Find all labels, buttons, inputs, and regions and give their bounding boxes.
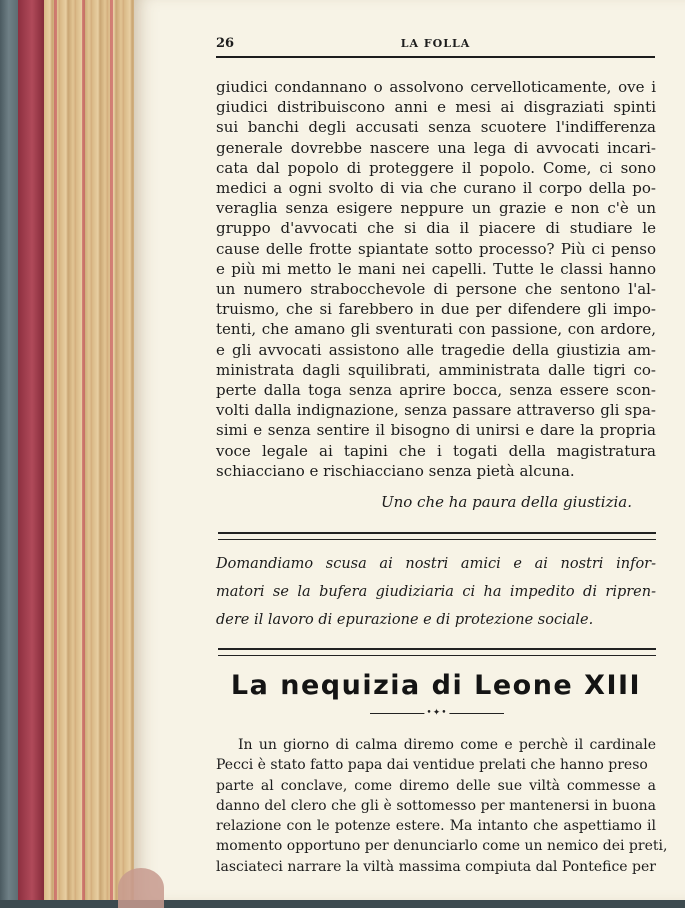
text-line: cause delle frotte spiantate sotto processo? Più ci penso	[216, 239, 656, 258]
notice-line: Domandiamo scusa ai nostri amici e ai nostri infor-	[216, 556, 656, 572]
text-line: simi e senza sentire il bisogno di unirsi e dare la propria	[216, 421, 656, 440]
text-line: gruppo d'avvocati che si dia il piacere di studiare le	[216, 219, 656, 238]
article-heading: La nequizia di Leone XIII	[230, 670, 642, 701]
running-header	[216, 34, 655, 58]
text-line: tenti, che amano gli sventurati con passione, con ardore,	[216, 320, 656, 339]
page-edge-line	[110, 0, 113, 900]
text-line: e più mi metto le mani nei capelli. Tutte le classi hanno	[216, 259, 656, 278]
notice-line: dere il lavoro di epurazione e di protezione sociale.	[216, 612, 594, 628]
text-line: voce legale ai tapini che i togati della magistratura	[216, 441, 656, 460]
running-title: LA FOLLA	[400, 37, 471, 50]
text-line: e gli avvocati assistono alle tragedie della giustizia am-	[216, 340, 656, 359]
text-line: cata dal popolo di proteggere il popolo. Come, ci sono	[216, 158, 656, 177]
text-line: un numero strabocchevole di persone che sentono l'al-	[216, 280, 656, 299]
article-line: Pecci è stato fatto papa dai ventidue prelati che hanno preso	[216, 757, 648, 774]
article-line: relazione con le potenze estere. Ma intanto che aspettiamo il	[216, 818, 656, 835]
article-line: parte al conclave, come diremo delle sue viltà commesse a	[216, 777, 656, 794]
signature: Uno che ha paura della giustizia.	[380, 493, 632, 511]
text-line: medici a ogni svolto di via che curano il corpo della po-	[216, 179, 656, 198]
text-line: generale dovrebbe nascere una lega di avvocati incari-	[216, 138, 656, 157]
page-stack-edges	[44, 0, 136, 900]
text-line: ministrata dagli squilibrati, amministrata dalle tigri co-	[216, 360, 656, 379]
text-line: schiacciano e rischiacciano senza pietà alcuna.	[216, 461, 575, 480]
ornament-glyph: •✦•	[426, 708, 448, 718]
text-line: veraglia senza esigere neppure un grazie e non c'è un	[216, 199, 656, 218]
article-line: momento opportuno per denunciarlo come un nemico dei preti,	[216, 838, 668, 855]
thumb-holding-page	[118, 868, 164, 908]
page-number: 26	[216, 36, 235, 51]
heading-ornament-rule	[370, 708, 504, 718]
text-line: perte dalla toga senza aprire bocca, senza essere scon-	[216, 381, 656, 400]
text-line: giudici condannano o assolvono cervelloticamente, ove i	[216, 78, 656, 96]
page-edge-line	[82, 0, 85, 900]
notice-line: matori se la bufera giudiziaria ci ha impedito di ripren-	[216, 584, 656, 600]
book-spine	[18, 0, 46, 900]
page-edge-line	[54, 0, 57, 900]
section-divider	[218, 532, 656, 540]
section-divider	[218, 648, 656, 656]
article-line: lasciateci narrare la viltà massima compiuta dal Pontefice per	[216, 858, 656, 875]
article-line: danno del clero che gli è sottomesso per mantenersi in buona	[216, 797, 656, 814]
editorial-notice	[216, 550, 656, 634]
text-line: volti dalla indignazione, senza passare attraverso gli spa-	[216, 401, 656, 420]
text-line: sui banchi degli accusati senza scuotere l'indifferenza	[216, 118, 656, 137]
article-body	[216, 735, 668, 877]
text-line: truismo, che si farebbero in due per difendere gli impo-	[216, 300, 656, 319]
body-paragraph	[216, 77, 656, 481]
article-line: In un giorno di calma diremo come e perchè il cardinale	[238, 737, 656, 753]
text-line: giudici distribuiscono anni e mesi ai disgraziati spinti	[216, 98, 656, 117]
